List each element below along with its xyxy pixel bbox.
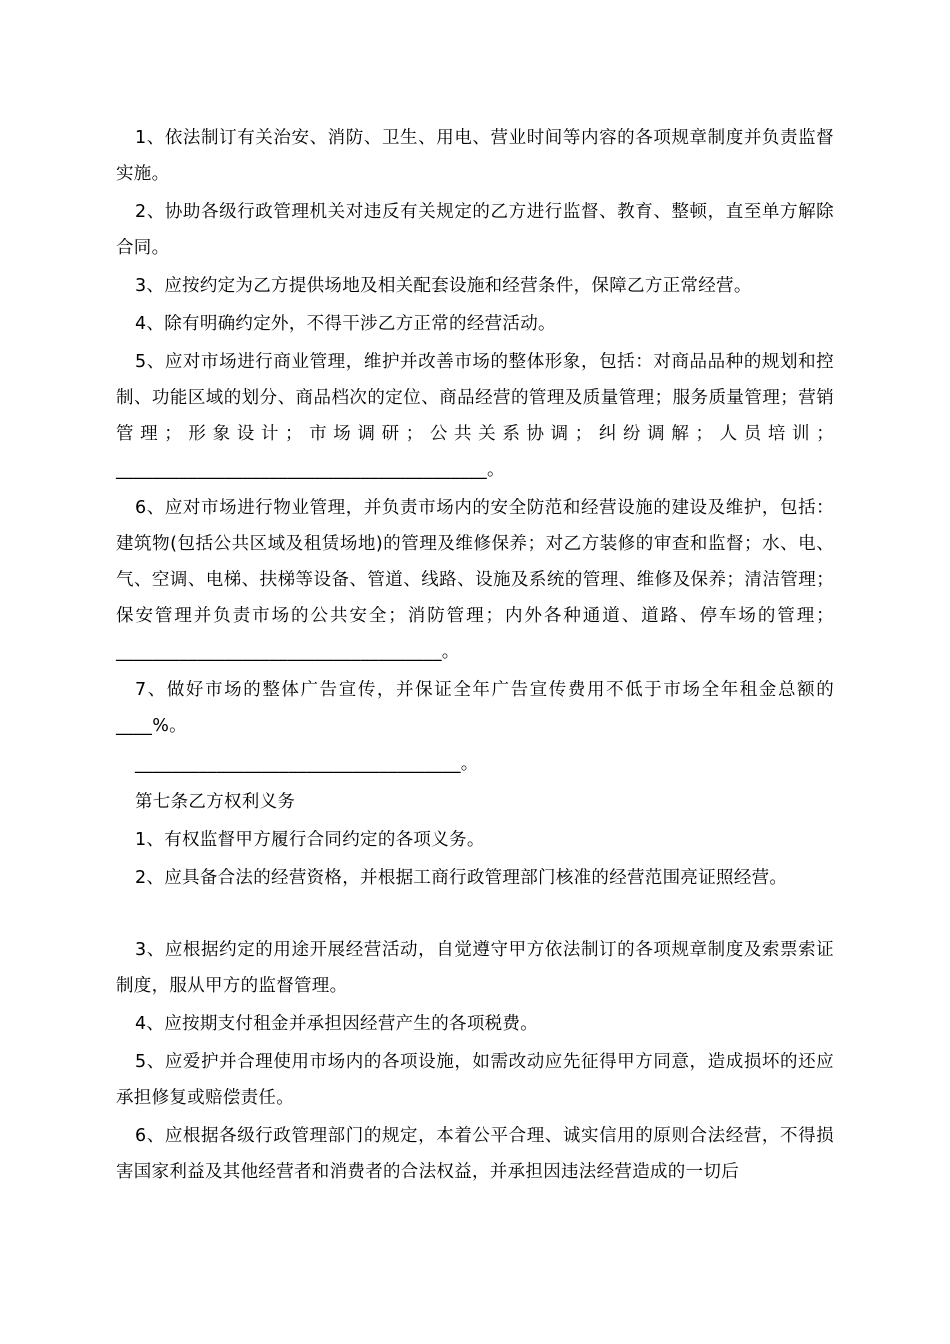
clause-paragraph: 1、依法制订有关治安、消防、卫生、用电、营业时间等内容的各项规章制度并负责监督实施。 (116, 128, 834, 184)
clause-paragraph: 6、应根据各级行政管理部门的规定，本着公平合理、诚实信用的原则合法经营，不得损害国家利益及其他经营者和消费者的合法权益，并承担因违法经营造成的一切后 (116, 1126, 834, 1182)
clause-paragraph: 6、应对市场进行物业管理，并负责市场内的安全防范和经营设施的建设及维护，包括：建筑物(包括公共区域及租赁场地)的管理及维修保养；对乙方装修的审查和监督；水、电、气、空调、电梯、扶梯等设备、管道、线路、设施及系统的管理、维修及保养；清洁管理；保安管理并负责市场的公共安全；消防管理；内外各种通道、道路、停车场的管理；____________________________________。 (116, 498, 834, 662)
paragraph-gap (116, 898, 834, 932)
document-body (116, 120, 834, 1192)
clause-paragraph: 5、应对市场进行商业管理，维护并改善市场的整体形象，包括：对商品品种的规划和控制、功能区域的划分、商品档次的定位、商品经营的管理及质量管理；服务质量管理；营销管理；形象设计；市场调研；公共关系协调；纠纷调解；人员培训；_________________________________________。 (116, 352, 834, 480)
clause-paragraph: 4、应按期支付租金并承担因经营产生的各项税费。 (135, 1014, 539, 1034)
clause-paragraph: 2、应具备合法的经营资格，并根据工商行政管理部门核准的经营范围亮证照经营。 (135, 868, 788, 888)
clause-paragraph: 2、协助各级行政管理机关对违反有关规定的乙方进行监督、教育、整顿，直至单方解除合同。 (116, 202, 834, 258)
clause-paragraph: 4、除有明确约定外，不得干涉乙方正常的经营活动。 (135, 314, 556, 334)
fill-in-blank-line: ____________________________________。 (135, 754, 479, 774)
clause-paragraph: 3、应按约定为乙方提供场地及相关配套设施和经营条件，保障乙方正常经营。 (135, 276, 752, 296)
article-heading: 第七条乙方权利义务 (135, 792, 296, 812)
clause-paragraph: 5、应爱护并合理使用市场内的各项设施，如需改动应先征得甲方同意，造成损坏的还应承担修复或赔偿责任。 (116, 1052, 834, 1108)
clause-paragraph: 1、有权监督甲方履行合同约定的各项义务。 (135, 830, 485, 850)
clause-paragraph: 3、应根据约定的用途开展经营活动，自觉遵守甲方依法制订的各项规章制度及索票索证制度，服从甲方的监督管理。 (116, 940, 834, 996)
clause-paragraph: 7、做好市场的整体广告宣传，并保证全年广告宣传费用不低于市场全年租金总额的____%。 (116, 680, 834, 736)
